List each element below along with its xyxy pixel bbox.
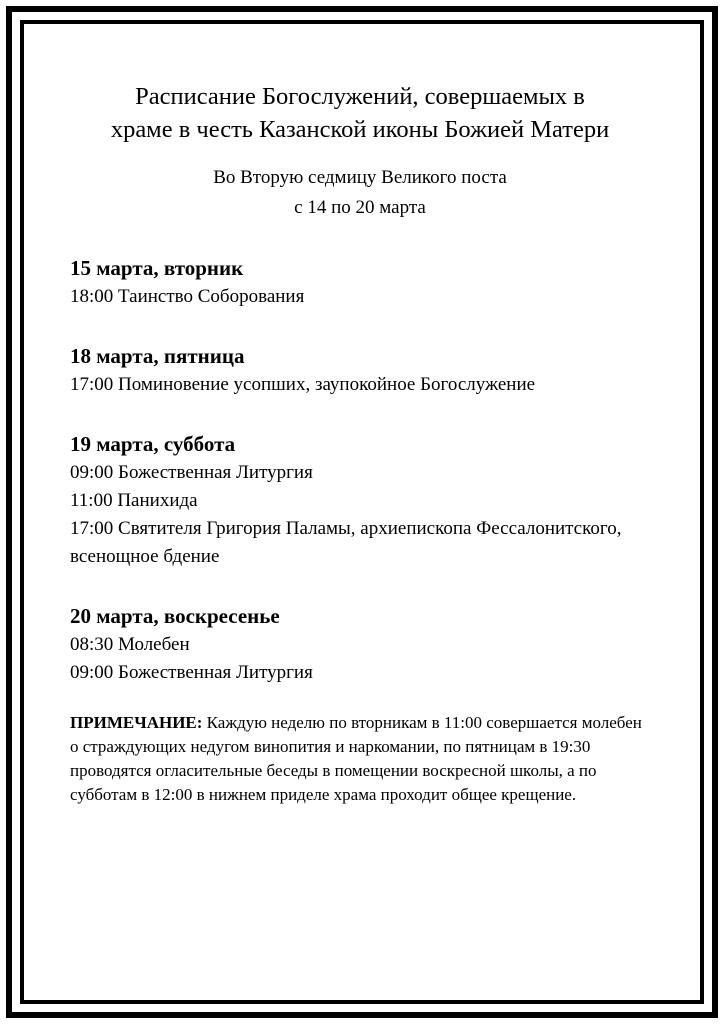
- service-item: 17:00 Святителя Григория Паламы, архиепископа Фессалонитского, всенощное бдение: [70, 518, 622, 567]
- title-line-1: Расписание Богослужений, совершаемых в: [135, 83, 585, 110]
- title-line-2: храме в честь Казанской иконы Божией Матери: [110, 116, 610, 143]
- service-item: 09:00 Божественная Литургия: [70, 662, 313, 683]
- schedule-document: [70, 80, 650, 807]
- subtitle-line-1: Во Вторую седмицу Великого поста: [213, 167, 507, 188]
- subtitle-line-2: с 14 по 20 марта: [294, 197, 426, 218]
- note-label: ПРИМЕЧАНИЕ:: [70, 713, 203, 732]
- day-block: [70, 253, 650, 311]
- day-block: [70, 601, 650, 687]
- note-paragraph: [70, 711, 650, 807]
- note-text: Каждую неделю по вторникам в 11:00 совершается молебен о страждующих недугом винопития и наркомании, по пятницам в 19:30 проводятся огласительные беседы в помещении воскресной школы, а по субботам в 12:00 в нижнем приделе храма проходит общее крещение.: [70, 713, 642, 804]
- day-block: [70, 429, 650, 571]
- day-heading: 15 марта, вторник: [70, 256, 244, 280]
- day-heading: 18 марта, пятница: [70, 344, 245, 368]
- service-item: 17:00 Поминовение усопших, заупокойное Богослужение: [70, 374, 536, 395]
- service-item: 11:00 Панихида: [70, 490, 198, 511]
- document-subtitle: [70, 163, 650, 223]
- day-heading: 20 марта, воскресенье: [70, 604, 280, 628]
- day-heading: 19 марта, суббота: [70, 432, 236, 456]
- service-item: 08:30 Молебен: [70, 634, 190, 655]
- service-item: 18:00 Таинство Соборования: [70, 286, 305, 307]
- document-title: [70, 80, 650, 146]
- service-item: 09:00 Божественная Литургия: [70, 462, 313, 483]
- day-block: [70, 341, 650, 399]
